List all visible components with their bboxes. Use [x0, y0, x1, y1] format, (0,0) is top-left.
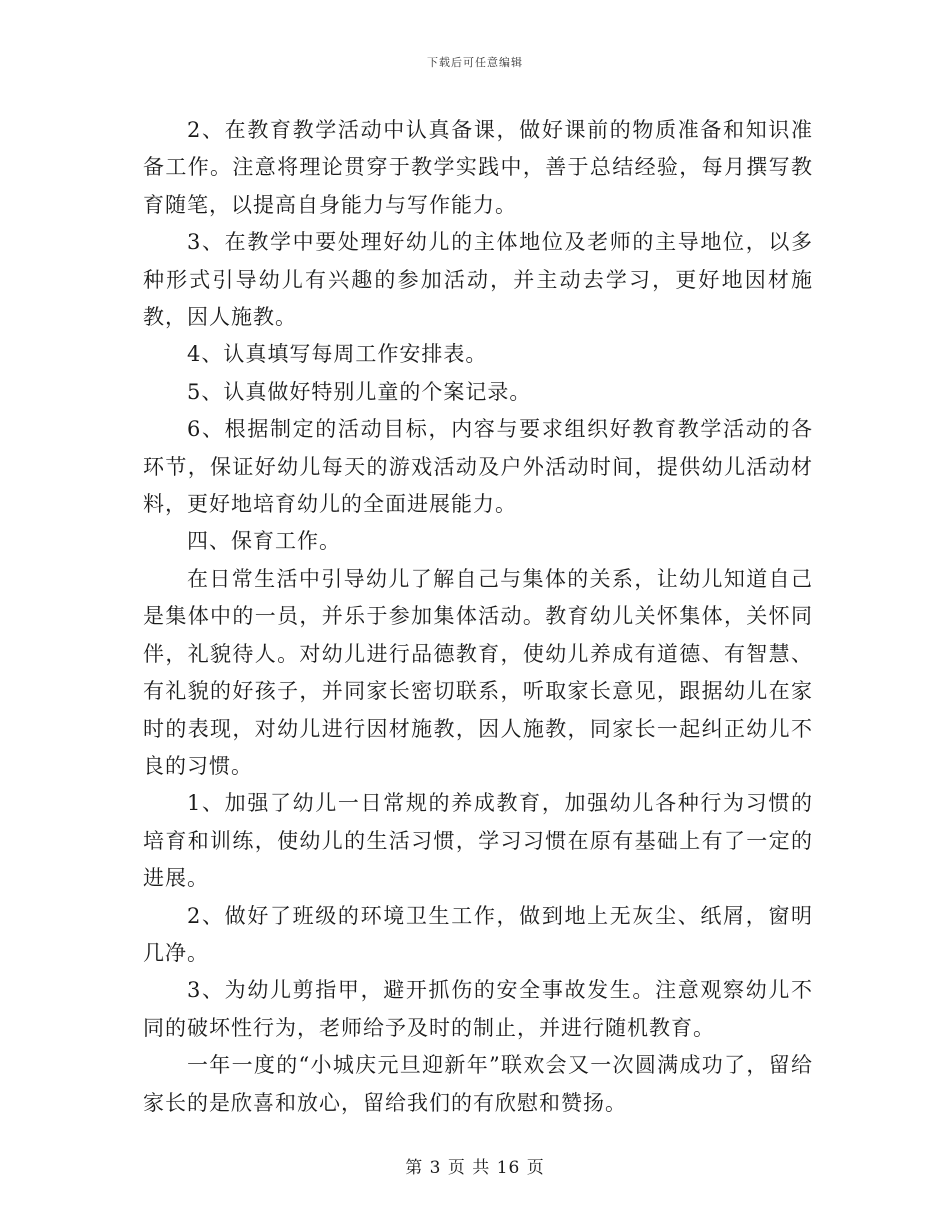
- paragraph-care-3: 3、为幼儿剪指甲，避开抓伤的安全事故发生。注意观察幼儿不同的破坏性行为，老师给予及时的制止，并进行随机教育。: [143, 978, 813, 1040]
- paragraph-item-2: 2、在教育教学活动中认真备课，做好课前的物质准备和知识准备工作。注意将理论贯穿于教学实践中，善于总结经验，每月撰写教育随笔，以提高自身能力与写作能力。: [143, 118, 813, 217]
- page-header: 下载后可任意编辑: [427, 56, 523, 69]
- paragraph-care-1: 1、加强了幼儿一日常规的养成教育，加强幼儿各种行为习惯的培育和训练，使幼儿的生活习惯，学习习惯在原有基础上有了一定的进展。: [143, 791, 813, 891]
- paragraph-item-5: 5、认真做好特别儿童的个案记录。: [187, 379, 532, 404]
- paragraph-item-3: 3、在教学中要处理好幼儿的主体地位及老师的主导地位，以多种形式引导幼儿有兴趣的参加活动，并主动去学习，更好地因材施教，因人施教。: [143, 230, 813, 330]
- paragraph-item-4: 4、认真填写每周工作安排表。: [187, 342, 488, 367]
- page-number-footer: 第 3 页 共 16 页: [405, 1158, 545, 1178]
- paragraph-care-intro: 在日常生活中引导幼儿了解自己与集体的关系，让幼儿知道自己是集体中的一员，并乐于参加集体活动。教育幼儿关怀集体，关怀同伴，礼貌待人。对幼儿进行品德教育，使幼儿养成有道德、有智慧、有礼貌的好孩子，并同家长密切联系，听取家长意见，跟据幼儿在家时的表现，对幼儿进行因材施教，因人施教，同家长一起纠正幼儿不良的习惯。: [143, 566, 813, 778]
- section-heading: 四、保育工作。: [187, 529, 341, 554]
- paragraph-care-2: 2、做好了班级的环境卫生工作，做到地上无灰尘、纸屑，窗明几净。: [143, 903, 813, 965]
- paragraph-item-6: 6、根据制定的活动目标，内容与要求组织好教育教学活动的各环节，保证好幼儿每天的游戏活动及户外活动时间，提供幼儿活动材料，更好地培育幼儿的全面进展能力。: [143, 417, 813, 517]
- document-body: [143, 112, 813, 1122]
- paragraph-new-year: 一年一度的“小城庆元旦迎新年”联欢会又一次圆满成功了，留给家长的是欣喜和放心，留给我们的有欣慰和赞扬。: [143, 1053, 813, 1115]
